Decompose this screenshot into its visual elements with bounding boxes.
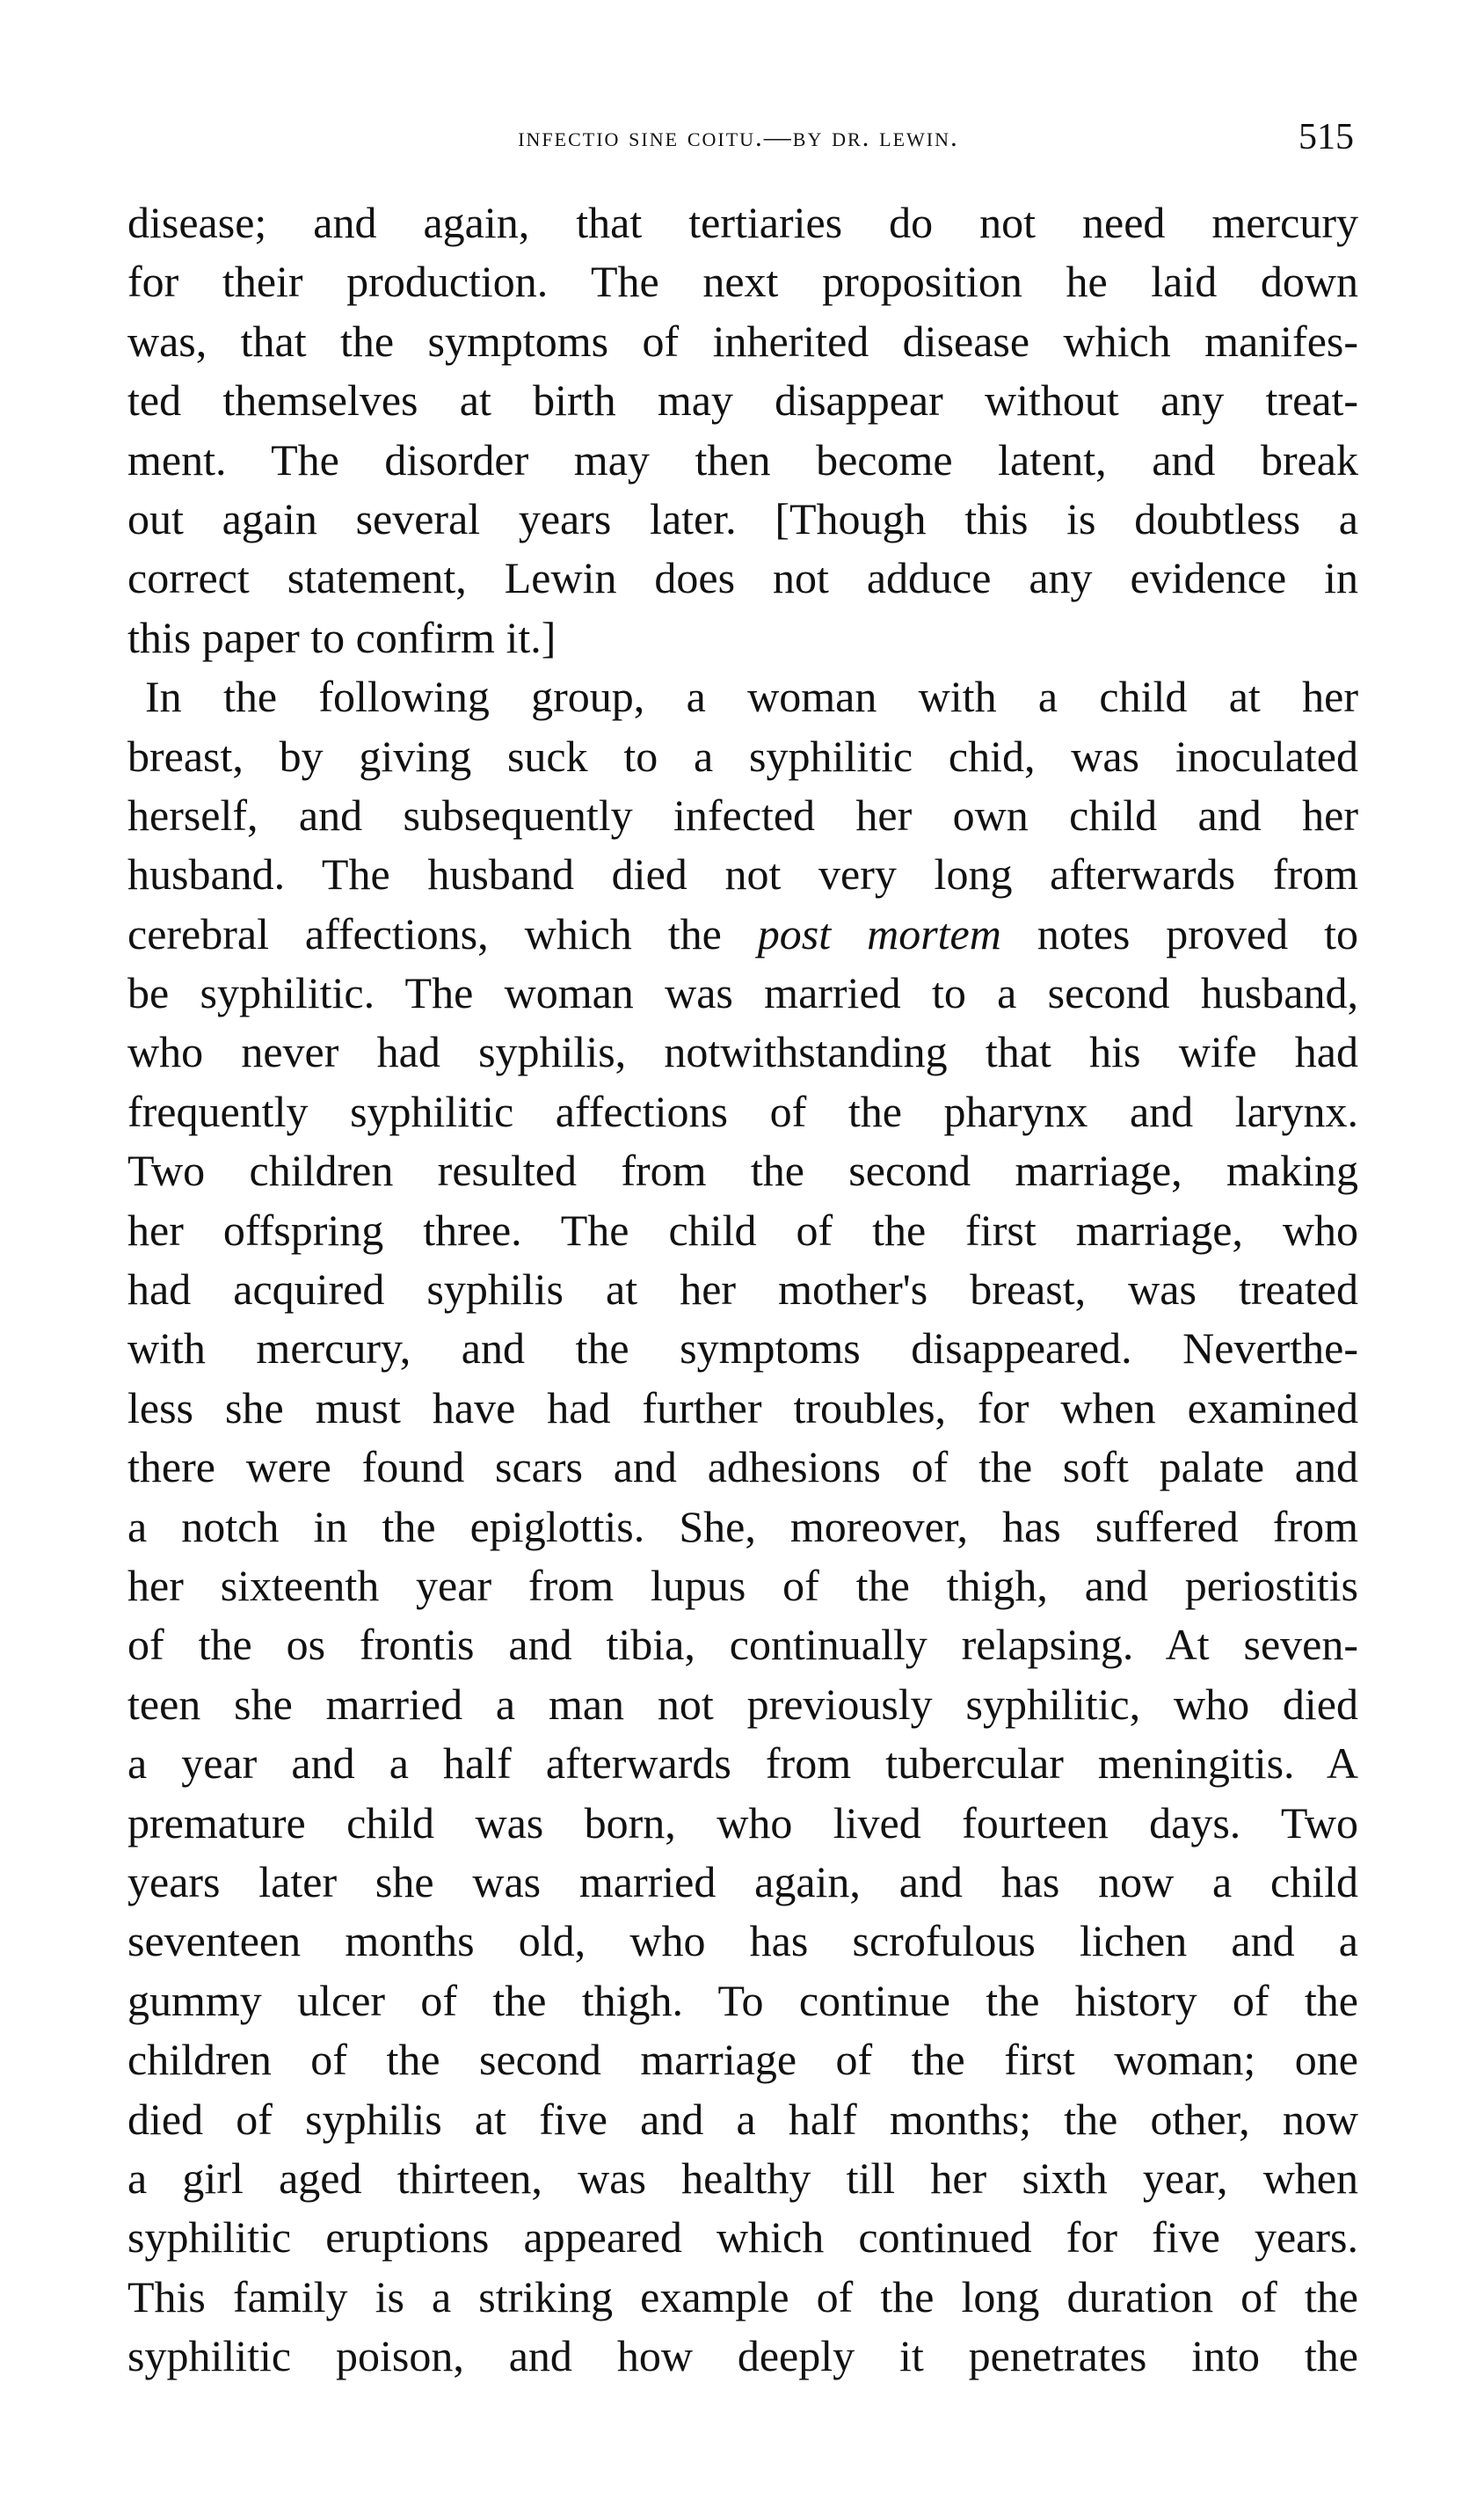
text-line: who never had syphilis, notwithstanding that his wife had (127, 1027, 1358, 1077)
text-line: husband. The husband died not very long afterwards from (127, 849, 1358, 900)
text-line: a year and a half afterwards from tubercular meningitis. A (127, 1738, 1358, 1789)
text-line: seventeen months old, who has scrofulous lichen and a (127, 1916, 1358, 1966)
text-line: gummy ulcer of the thigh. To continue the history of the (127, 1975, 1358, 2025)
text-line: This family is a striking example of the long duration of the (127, 2271, 1358, 2321)
paragraph-end-line: this paper to confirm it.] (127, 612, 556, 662)
text-line: ment. The disorder may then become latent, and break (127, 434, 1358, 485)
text-segment: notes proved to (1000, 908, 1358, 958)
body-text (127, 193, 1358, 2386)
text-line: frequently syphilitic affections of the pharynx and larynx. (127, 1086, 1358, 1136)
text-line: Two children resulted from the second marriage, making (127, 1146, 1358, 1196)
text-line: children of the second marriage of the first woman; one (127, 2035, 1358, 2085)
text-line-with-italic (127, 905, 1358, 964)
text-line: her sixteenth year from lupus of the thigh, and periostitis (127, 1560, 1358, 1610)
text-line: breast, by giving suck to a syphilitic chid, was inoculated (127, 731, 1358, 781)
text-line: there were found scars and adhesions of the soft palate and (127, 1442, 1358, 1492)
running-title: infectio sine coitu.—by dr. lewin. (518, 121, 959, 152)
page-number: 515 (1298, 117, 1354, 157)
paragraph-start-line: In the following group, a woman with a child at her (145, 672, 1358, 722)
text-line: with mercury, and the symptoms disappeared. Neverthe- (127, 1323, 1358, 1374)
text-line: a girl aged thirteen, was healthy till her sixth year, when (127, 2153, 1358, 2203)
text-line: ted themselves at birth may disappear without any treat- (127, 375, 1358, 426)
text-line: less she must have had further troubles, for when examined (127, 1382, 1358, 1432)
text-line: had acquired syphilis at her mother's breast, was treated (127, 1264, 1358, 1315)
text-line: of the os frontis and tibia, continually relapsing. At seven- (127, 1620, 1358, 1670)
text-line: for their production. The next proposition he laid down (127, 257, 1358, 307)
text-line: be syphilitic. The woman was married to a second husband, (127, 968, 1358, 1018)
text-line: a notch in the epiglottis. She, moreover, has suffered from (127, 1501, 1358, 1551)
text-line: correct statement, Lewin does not adduce any evidence in (127, 553, 1358, 603)
text-line: herself, and subsequently infected her own child and her (127, 790, 1358, 840)
text-line: out again several years later. [Though this is doubtless a (127, 493, 1358, 543)
italic-phrase: post mortem (757, 908, 1001, 958)
text-line: syphilitic eruptions appeared which continued for five years. (127, 2212, 1358, 2263)
text-line: was, that the symptoms of inherited disease which manifes- (127, 316, 1358, 366)
text-line: teen she married a man not previously syphilitic, who died (127, 1679, 1358, 1729)
text-line: disease; and again, that tertiaries do not need mercury (127, 198, 1358, 247)
text-line: her offspring three. The child of the first marriage, who (127, 1205, 1358, 1255)
text-line: years later she was married again, and has now a child (127, 1856, 1358, 1906)
text-line: syphilitic poison, and how deeply it penetrates into the (127, 2331, 1358, 2381)
text-segment: cerebral affections, which the (127, 908, 758, 958)
text-line: premature child was born, who lived fourteen days. Two (127, 1797, 1358, 1847)
running-head (123, 111, 1354, 164)
text-line: died of syphilis at five and a half months; the other, now (127, 2094, 1358, 2144)
